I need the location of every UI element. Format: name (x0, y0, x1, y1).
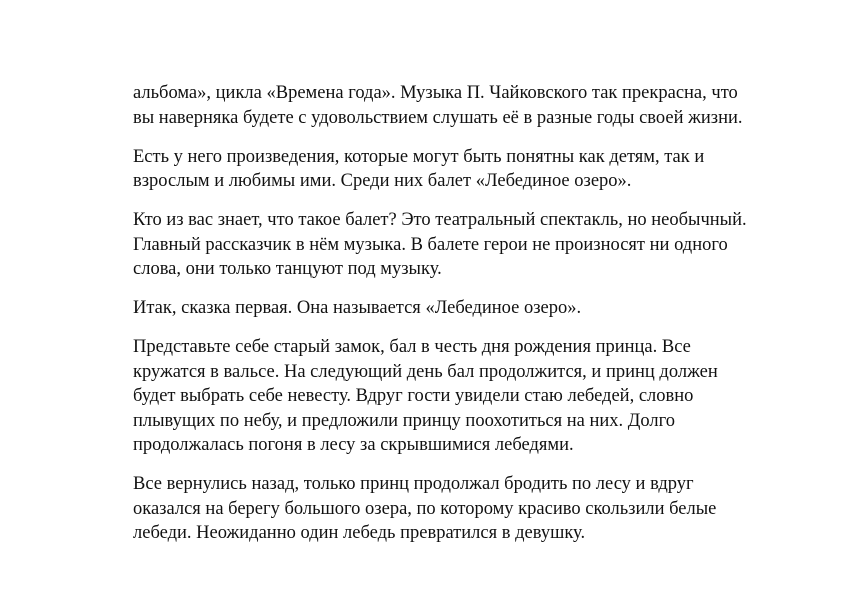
paragraph-line: слова, они только танцуют под музыку. (133, 259, 442, 279)
paragraph-line: Есть у него произведения, которые могут быть понятны как детям, так и (133, 146, 705, 167)
paragraph-3 (133, 208, 745, 282)
paragraph-line: лебеди. Неожиданно один лебедь превратился в девушку. (133, 523, 586, 543)
paragraph-line: Представьте себе старый замок, бал в честь дня рождения принца. Все (133, 337, 691, 357)
paragraph-line: Все вернулись назад, только принц продолжал бродить по лесу и вдруг (133, 474, 694, 494)
paragraph-6 (133, 472, 745, 546)
paragraph-line: альбома», цикла «Времена года». Музыка П. Чайковского так прекрасна, что (133, 83, 738, 103)
paragraph-2 (133, 145, 745, 194)
paragraph-4 (133, 296, 745, 321)
paragraph-5 (133, 335, 745, 458)
paragraph-line: плывущих по небу, и предложили принцу поохотиться на них. Долго (133, 410, 676, 431)
paragraph-line: Итак, сказка первая. Она называется «Лебединое озеро». (133, 298, 582, 318)
document-text (133, 81, 745, 560)
paragraph-line: продолжалась погоня в лесу за скрывшимися лебедями. (133, 435, 574, 455)
paragraph-1 (133, 81, 745, 130)
paragraph-line: Главный рассказчик в нём музыка. В балете герои не произносят ни одного (133, 234, 728, 255)
paragraph-line: Кто из вас знает, что такое балет? Это театральный спектакль, но необычный. (133, 210, 747, 230)
paragraph-line: кружатся в вальсе. На следующий день бал продолжится, и принц должен (133, 361, 718, 382)
paragraph-line: будет выбрать себе невесту. Вдруг гости увидели стаю лебедей, словно (133, 386, 694, 406)
paragraph-line: оказался на берегу большого озера, по которому красиво скользили белые (133, 498, 717, 519)
paragraph-line: вы наверняка будете с удовольствием слушать её в разные годы своей жизни. (133, 107, 743, 128)
paragraph-line: взрослым и любимы ими. Среди них балет «Лебединое озеро». (133, 171, 632, 191)
